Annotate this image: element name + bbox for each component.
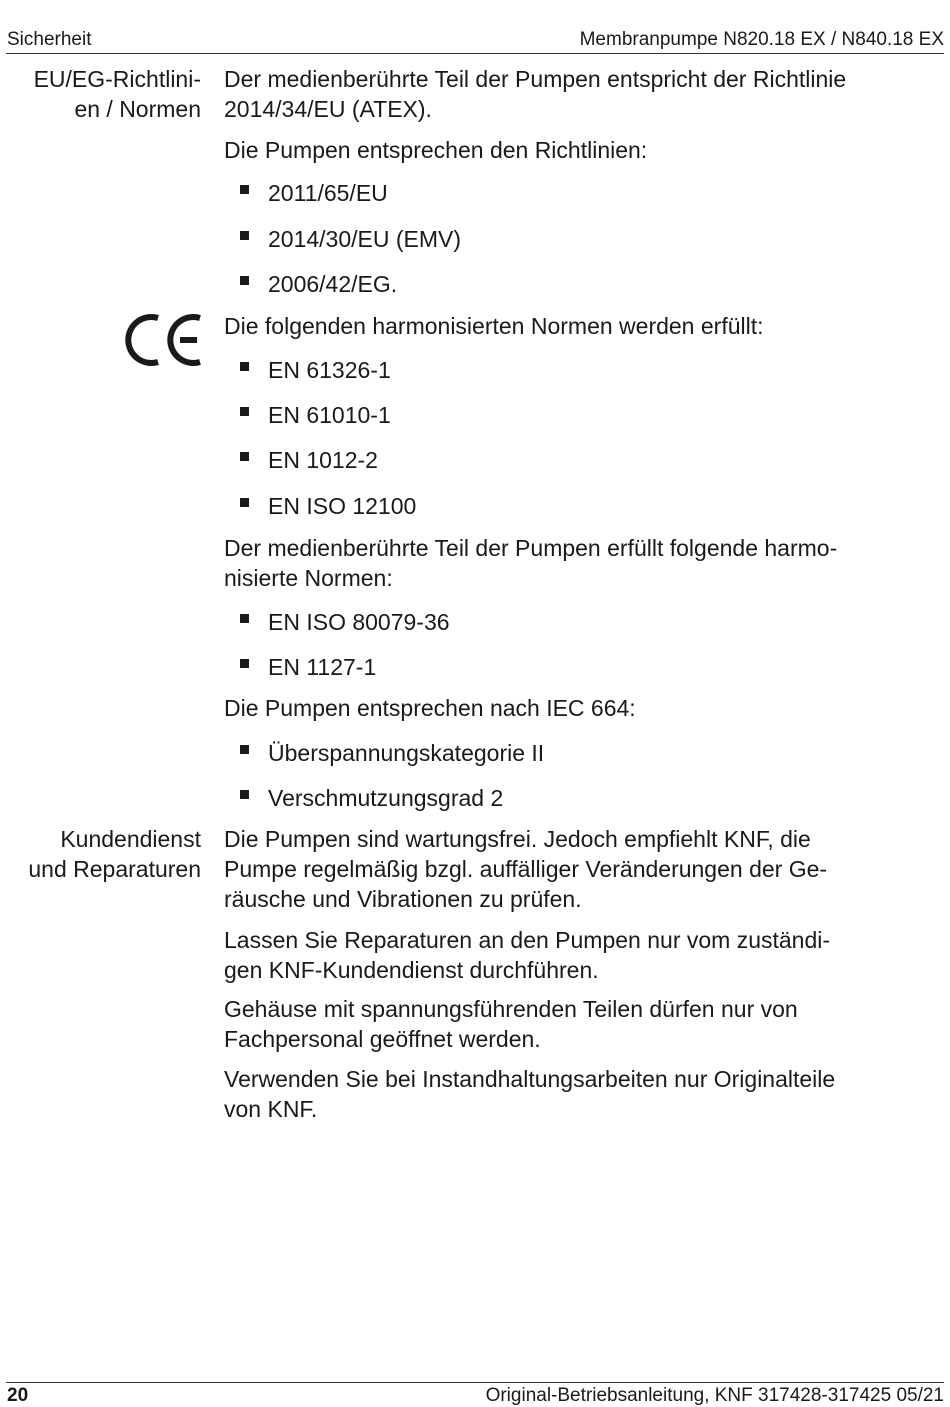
norm-item: EN 61010-1 — [268, 402, 391, 428]
text-line: Fachpersonal geöffnet werden. — [224, 1026, 541, 1052]
text-line: nisierte Normen: — [224, 565, 393, 591]
bullet-icon — [240, 407, 249, 416]
text-line: Der medienberührte Teil der Pumpen erfüllt folgende harmo- — [224, 535, 838, 561]
bullet-icon — [240, 498, 249, 507]
service-paragraph-4 — [224, 1064, 924, 1124]
directive-item: 2006/42/EG. — [268, 271, 398, 297]
iec-item: Verschmutzungsgrad 2 — [268, 785, 504, 811]
sidebar-label-line: en / Normen — [74, 96, 201, 122]
sidebar-label-eu-directives — [34, 64, 201, 124]
bullet-icon — [240, 790, 249, 799]
bullet-icon — [240, 276, 249, 285]
bullet-icon — [240, 745, 249, 754]
header-product-title: Membranpumpe N820.18 EX / N840.18 EX — [579, 29, 944, 50]
media-norm-item: EN 1127-1 — [268, 654, 377, 680]
service-paragraph-2 — [224, 925, 924, 985]
norm-item: EN 61326-1 — [268, 357, 391, 383]
bullet-icon — [240, 362, 249, 371]
text-line: Pumpe regelmäßig bzgl. auffälliger Veränderungen der Ge- — [224, 856, 828, 882]
footer-document-info: Original-Betriebsanleitung, KNF 317428-317425 05/21 — [485, 1385, 944, 1406]
sidebar-label-line: und Reparaturen — [28, 856, 201, 882]
eu-intro-paragraph — [224, 64, 924, 124]
text-line: Der medienberührte Teil der Pumpen entspricht der Richtlinie — [224, 66, 847, 92]
norm-item: EN ISO 12100 — [268, 493, 417, 519]
text-line: von KNF. — [224, 1096, 318, 1122]
text-line: gen KNF-Kundendienst durchführen. — [224, 957, 599, 983]
text-line: 2014/34/EU (ATEX). — [224, 96, 432, 122]
bullet-icon — [240, 659, 249, 668]
directive-item: 2011/65/EU — [268, 180, 388, 206]
media-norm-item: EN ISO 80079-36 — [268, 609, 450, 635]
sidebar-label-line: Kundendienst — [60, 826, 201, 852]
text-line: Lassen Sie Reparaturen an den Pumpen nur vom zuständi- — [224, 927, 831, 953]
norms-intro: Die folgenden harmonisierten Normen werden erfüllt: — [224, 313, 764, 339]
header-divider — [6, 53, 944, 54]
text-line: räusche und Vibrationen zu prüfen. — [224, 886, 582, 912]
iec-intro: Die Pumpen entsprechen nach IEC 664: — [224, 695, 636, 721]
footer-divider — [6, 1382, 944, 1383]
bullet-icon — [240, 231, 249, 240]
bullet-icon — [240, 452, 249, 461]
directive-item: 2014/30/EU (EMV) — [268, 226, 462, 252]
sidebar-label-service — [28, 824, 201, 884]
directives-intro: Die Pumpen entsprechen den Richtlinien: — [224, 137, 648, 163]
iec-item: Überspannungskategorie II — [268, 740, 545, 766]
header-section-title: Sicherheit — [7, 29, 92, 50]
text-line: Die Pumpen sind wartungsfrei. Jedoch empfiehlt KNF, die — [224, 826, 811, 852]
service-paragraph-1 — [224, 824, 924, 914]
text-line: Verwenden Sie bei Instandhaltungsarbeiten nur Originalteile — [224, 1066, 836, 1092]
bullet-icon — [240, 185, 249, 194]
service-paragraph-3 — [224, 994, 924, 1054]
text-line: Gehäuse mit spannungsführenden Teilen dürfen nur von — [224, 996, 798, 1022]
page-number: 20 — [7, 1385, 29, 1406]
bullet-icon — [240, 614, 249, 623]
ce-mark-icon — [122, 311, 204, 369]
sidebar-label-line: EU/EG-Richtlini- — [33, 66, 201, 92]
media-norms-paragraph — [224, 533, 924, 593]
norm-item: EN 1012-2 — [268, 447, 378, 473]
